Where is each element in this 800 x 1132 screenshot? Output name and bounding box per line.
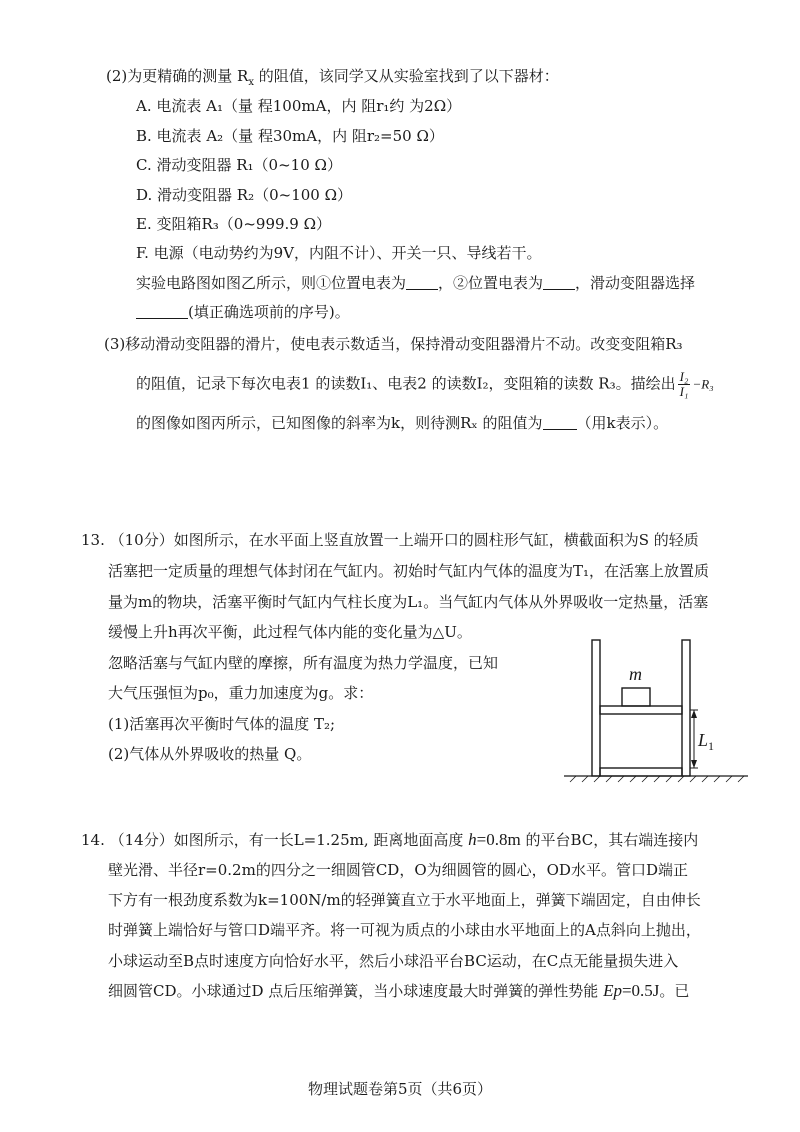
q14-line6 xyxy=(108,981,689,1001)
option-e: E. 变阻箱R₃（0~999.9 Ω） xyxy=(136,215,332,233)
mass-block xyxy=(622,688,650,706)
q14-line5: 小球运动至B点时速度方向恰好水平，然后小球沿平台BC运动，在C点无能量损失进入 xyxy=(108,952,679,970)
q13-line5: 忽略活塞与气缸内壁的摩擦，所有温度为热力学温度，已知 xyxy=(108,654,499,672)
q14-line1-text-b: 的平台BC，其右端连接内 xyxy=(520,831,699,849)
mass-label: m xyxy=(629,664,642,684)
q13-line1: 13. （10分）如图所示，在水平面上竖直放置一上端开口的圆柱形气缸，横截面积为S 的轻质 xyxy=(81,531,699,549)
q13-line6: 大气压强恒为p₀，重力加速度为g。求： xyxy=(108,684,374,702)
circuit-text-c: ，滑动变阻器选择 xyxy=(575,274,696,292)
cylinder-right-wall xyxy=(682,640,690,776)
q14-line4: 时弹簧上端恰好与管口D端平齐。将一可视为质点的小球由水平地面上的A点斜向上抛出， xyxy=(108,921,701,939)
ratio-fraction xyxy=(678,370,691,399)
page-footer: 物理试题卷第5页（共6页） xyxy=(307,1080,493,1098)
q13-line3: 量为m的物块，活塞平衡时气缸内气柱长度为L₁。当气缸内气体从外界吸收一定热量，活塞 xyxy=(108,593,709,611)
circuit-text-d: (填正确选项前的序号)。 xyxy=(188,303,350,321)
q14-line3: 下方有一根劲度系数为k=100N/m的轻弹簧直立于水平地面上，弹簧下端固定，自由伸长 xyxy=(108,891,701,909)
length-label-sub: 1 xyxy=(708,739,715,753)
circuit-question xyxy=(136,273,695,293)
q14-line1-eq: =0.8m xyxy=(476,830,521,849)
q14-line6-math: Ep xyxy=(603,981,622,1000)
option-c: C. 滑动变阻器 R₁（0~10 Ω） xyxy=(136,156,342,174)
circuit-text-b: ，②位置电表为 xyxy=(438,274,544,292)
q14-line1 xyxy=(81,830,698,850)
q13-line7: (1)活塞再次平衡时气体的温度 T₂; xyxy=(108,715,336,733)
fraction-denominator: I₁ xyxy=(679,384,689,399)
option-b: B. 电流表 A₂（量 程30mA，内 阻r₂=50 Ω） xyxy=(136,127,444,145)
cylinder-left-wall xyxy=(592,640,600,776)
dimension-arrow-up xyxy=(691,710,697,718)
q14-line6-text-b: 。已 xyxy=(659,982,690,1000)
fraction-tail: −R₃ xyxy=(692,376,714,392)
circuit-text-a: 实验电路图如图乙所示，则①位置电表为 xyxy=(136,274,407,292)
part3-line3-tail: （用k表示）。 xyxy=(576,414,669,432)
dimension-arrow-down xyxy=(691,760,697,768)
q14-line6-eq: =0.5J xyxy=(621,981,660,1000)
answer-blank-3[interactable] xyxy=(136,302,188,319)
part3-line2 xyxy=(136,370,714,399)
length-label-main: L xyxy=(698,730,709,750)
circuit-question-cont xyxy=(136,302,350,322)
option-a: A. 电流表 A₁（量 程100mA，内 阻r₁约 为2Ω） xyxy=(136,97,462,115)
answer-blank-4[interactable] xyxy=(543,413,577,430)
part3-line3 xyxy=(136,413,668,433)
piston xyxy=(600,706,682,714)
part2-intro-sub: x xyxy=(248,77,254,88)
q13-line4: 缓慢上升h再次平衡，此过程气体内能的变化量为△U。 xyxy=(108,623,472,641)
option-f: F. 电源（电动势约为9V，内阻不计）、开关一只、导线若干。 xyxy=(136,244,542,262)
q14-line1-math: h xyxy=(468,830,477,849)
q14-line6-text-a: 细圆管CD。小球通过D 点后压缩弹簧，当小球速度最大时弹簧的弹性势能 xyxy=(108,982,604,1000)
q14-line1-text-a: 14. （14分）如图所示，有一长L=1.25m, 距离地面高度 xyxy=(81,831,469,849)
cylinder-figure xyxy=(556,636,756,786)
option-d: D. 滑动变阻器 R₂（0~100 Ω） xyxy=(136,186,353,204)
cylinder-base xyxy=(600,768,682,776)
q14-line2: 壁光滑、半径r=0.2m的四分之一细圆管CD，O为细圆管的圆心，OD水平。管口D端正 xyxy=(108,861,688,879)
answer-blank-2[interactable] xyxy=(543,273,575,290)
part3-line2-text: 的阻值，记录下每次电表1 的读数I₁、电表2 的读数I₂，变阻箱的读数 R₃。描绘出 xyxy=(136,374,676,393)
part3-line1: (3)移动滑动变阻器的滑片，使电表示数适当，保持滑动变阻器滑片不动。改变变阻箱R₃ xyxy=(104,335,683,353)
part2-intro-tail: 的阻值，该同学又从实验室找到了以下器材： xyxy=(253,67,559,85)
answer-blank-1[interactable] xyxy=(406,273,438,290)
part3-line3-text: 的图像如图丙所示，已知图像的斜率为k，则待测Rₓ 的阻值为 xyxy=(136,414,543,432)
fraction-numerator: I₂ xyxy=(679,369,689,384)
q13-line8: (2)气体从外界吸收的热量 Q。 xyxy=(108,745,312,763)
part2-intro-text: (2)为更精确的测量 R xyxy=(106,67,249,85)
length-label xyxy=(697,730,714,753)
q12-part2-intro xyxy=(106,66,559,93)
q13-line2: 活塞把一定质量的理想气体封闭在气缸内。初始时气缸内气体的温度为T₁，在活塞上放置质 xyxy=(108,562,710,580)
ground-hatch xyxy=(570,776,744,782)
